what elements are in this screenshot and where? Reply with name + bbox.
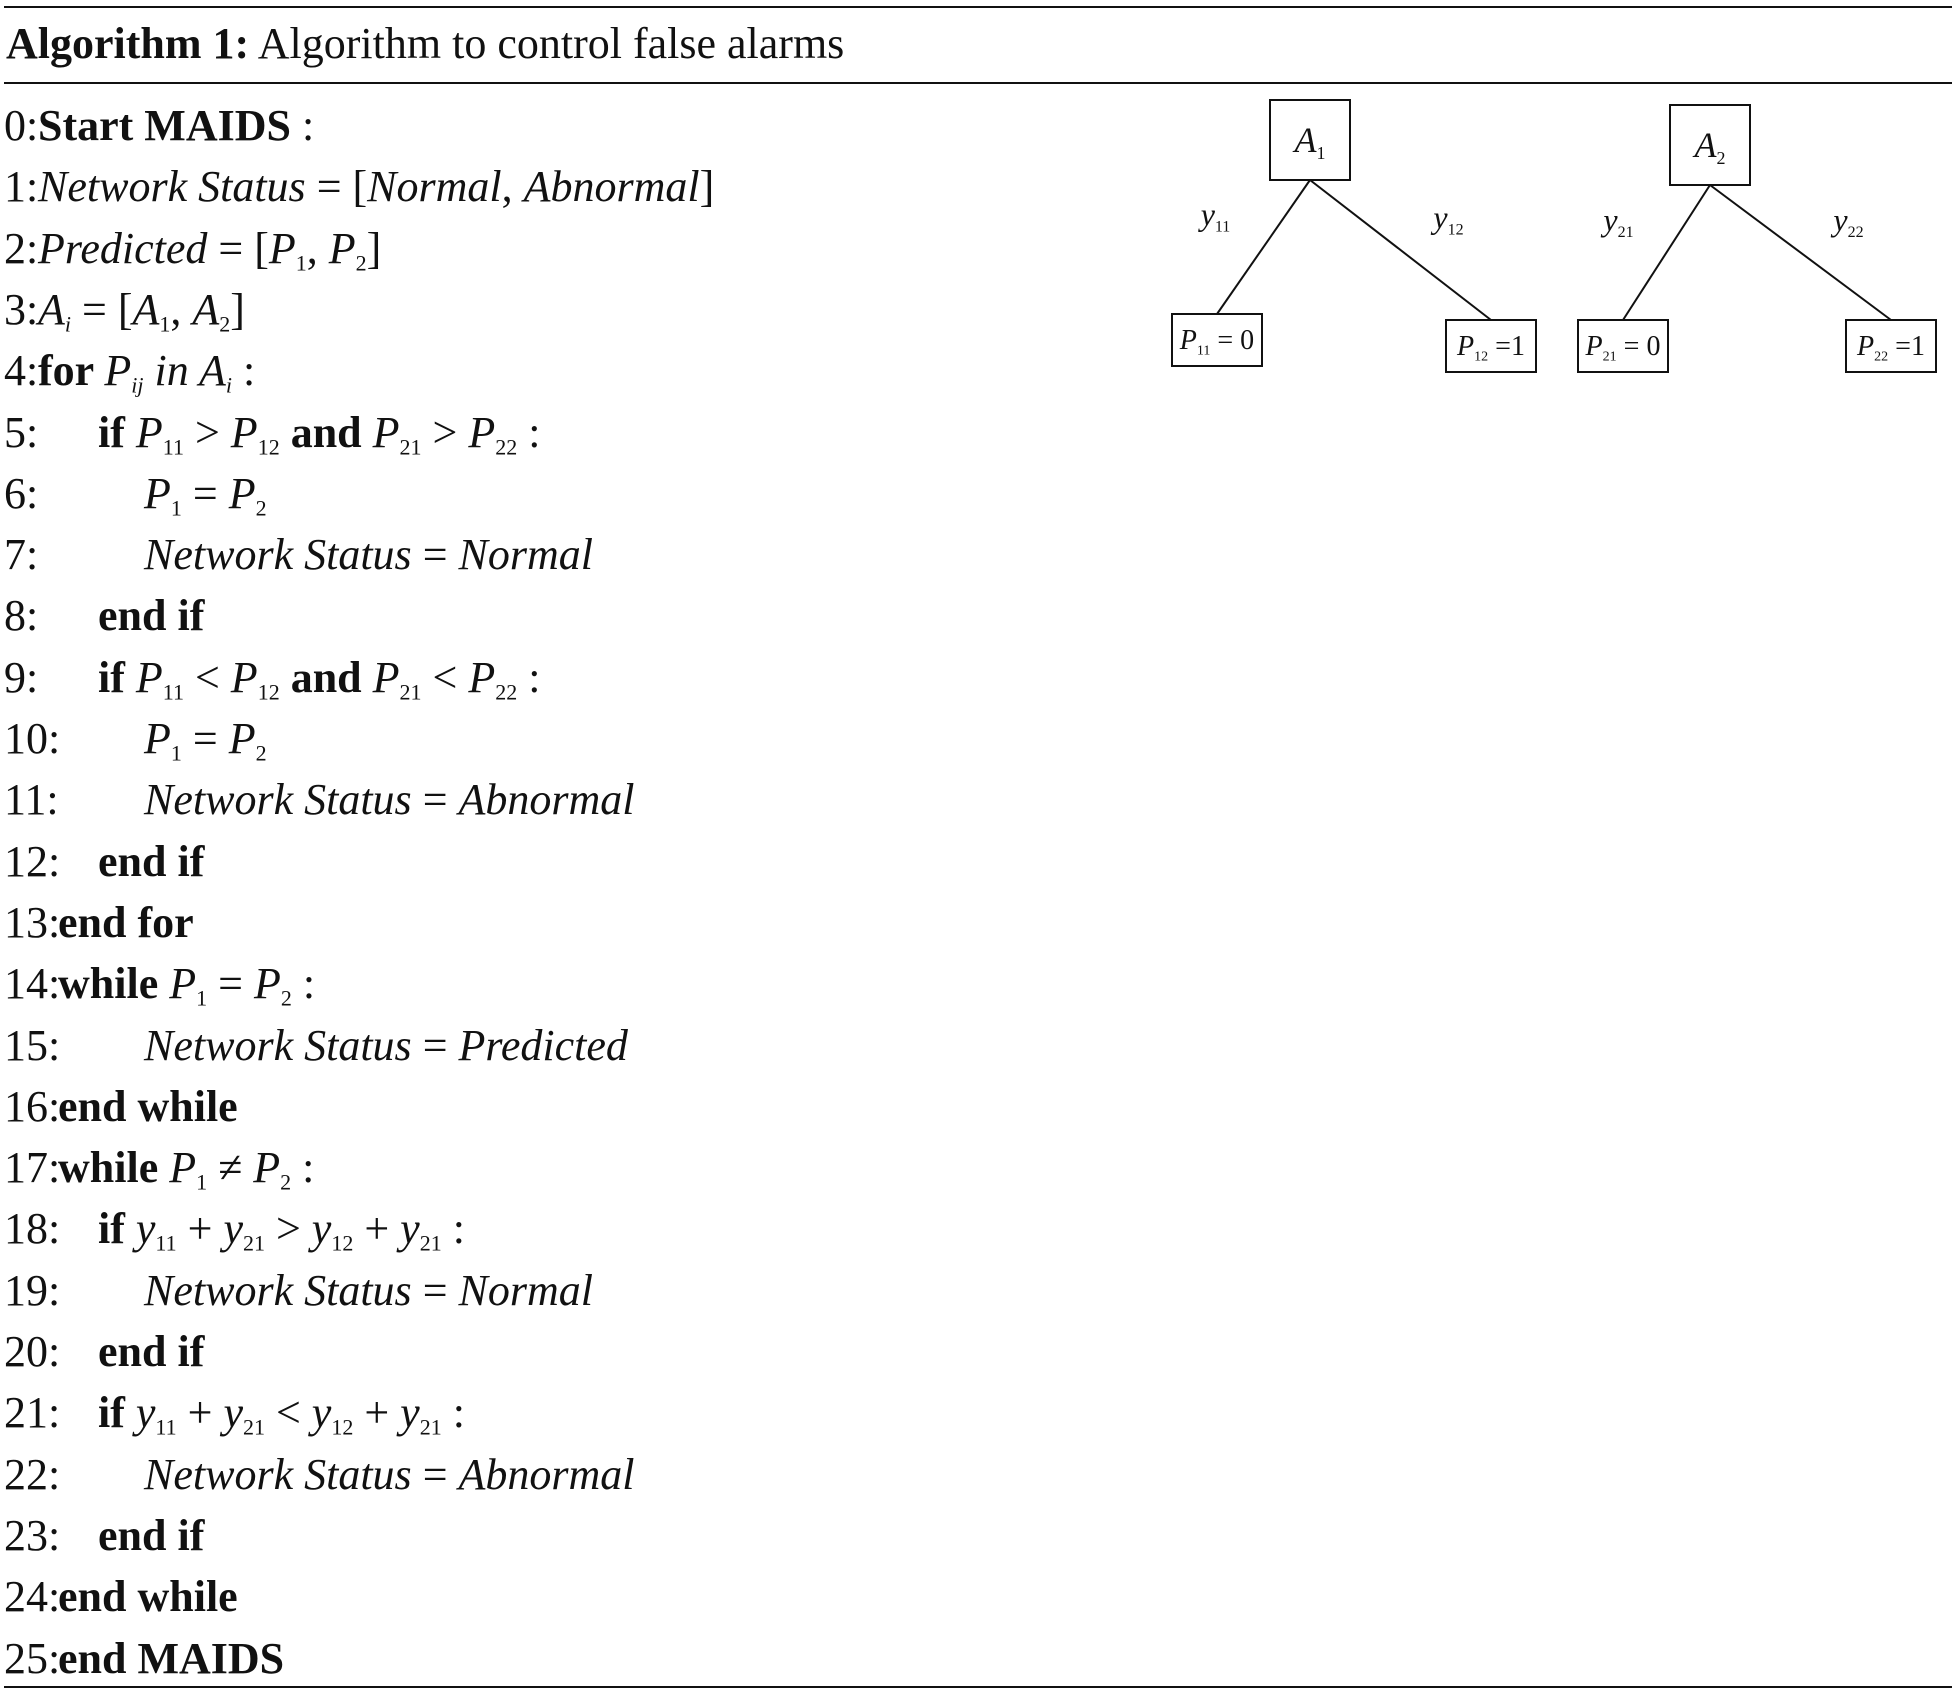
variable: $P_{12}$ [230,407,280,460]
line-number: 7: [4,530,39,580]
keyword: while [58,1143,170,1193]
line-code [38,221,381,277]
subscript: 21 [419,1231,442,1257]
operator: ] [699,162,715,212]
keyword: end while [58,1081,238,1131]
keyword: end for [58,897,194,947]
variable: $A_2$ [192,284,231,337]
operator: : [231,346,256,396]
line-number: 2: [4,223,39,273]
keyword: end MAIDS [58,1633,285,1683]
line-number: 17: [4,1143,61,1193]
line-code [144,527,593,583]
operator: : [441,1204,465,1254]
caption-rule [4,82,1952,84]
variable: Normal [458,1265,593,1315]
tree-edge-right [1310,180,1491,320]
operator: : [290,101,315,150]
line-code [38,98,314,154]
variable: $y_{21}$ [223,1204,265,1257]
variable: Network Status [144,1020,412,1070]
operator: > [264,1204,312,1254]
subscript: 1 [196,985,208,1011]
line-number: 3: [4,284,39,334]
operator: = [411,1020,459,1070]
line-number: 18: [4,1204,61,1254]
operator: = [411,1449,459,1499]
keyword: end if [98,591,205,641]
variable: $P_2$ [253,1143,292,1195]
operator: : [441,1388,465,1438]
operator: : [291,959,316,1009]
operator: + [176,1388,224,1438]
variable: $P_1$ [169,959,208,1011]
variable: Network Status [144,775,412,825]
variable: $y_{12}$ [311,1388,354,1440]
variable: Abnormal [458,1449,635,1499]
keyword: while [58,959,170,1009]
keyword: end while [58,1572,238,1622]
operator: > [183,407,231,457]
line-code [38,343,255,399]
variable: Predicted [38,223,208,273]
line-code [58,956,315,1012]
tree-edge-left [1623,185,1710,320]
subscript: 2 [255,495,267,521]
subscript: 1 [159,311,171,337]
operator: = [411,530,459,580]
keyword: if [98,652,136,702]
line-code [98,1201,465,1257]
subscript: ij [131,372,144,398]
line-code [98,1508,204,1564]
line-code [38,282,245,338]
variable: Abnormal [523,162,700,212]
variable: $P_2$ [228,714,267,766]
line-code [58,1079,238,1135]
subscript: 12 [257,679,280,705]
operator: = [ [207,223,269,273]
variable: $P_2$ [328,223,367,276]
line-number: 19: [4,1265,61,1315]
variable: $y_{12}$ [311,1204,354,1257]
line-number: 5: [4,407,39,457]
line-code [144,466,267,522]
variable: $y_{21}$ [400,1388,442,1440]
line-code [98,650,540,706]
line-code [58,1631,284,1687]
line-code [98,1324,204,1380]
subscript: 11 [155,1231,177,1257]
operator: = [ [305,162,368,212]
variable: $P_{ij}$ [104,346,144,398]
line-number: 11: [4,775,59,825]
root-node-label: $A_1$ [1294,120,1326,164]
subscript: 21 [399,679,422,705]
line-code [38,159,714,215]
line-code [144,1263,593,1319]
variable: Network Status [38,162,306,212]
line-code [144,711,267,767]
subscript: 21 [399,434,422,460]
variable: $P_{21}$ [372,652,422,705]
variable: Predicted [458,1020,628,1070]
variable: $P_{22}$ [468,652,518,705]
operator: + [353,1388,401,1438]
variable: $P_2$ [253,959,292,1011]
subscript: 21 [242,1414,265,1440]
operator: , [306,223,329,273]
operator: < [264,1388,312,1438]
edge-label: $y_{12}$ [1433,199,1464,239]
variable: Abnormal [458,775,635,825]
line-number: 4: [4,346,39,396]
line-code [58,1569,238,1625]
keyword: Start MAIDS [38,101,291,150]
keyword: if [98,1388,136,1438]
tree-edge-right [1710,185,1891,320]
algorithm-caption [6,16,844,72]
caption-title: Algorithm to control false alarms [257,19,845,68]
variable: $P_{22}$ [468,407,518,460]
subscript: 2 [280,985,292,1011]
keyword: and [279,652,373,702]
leaf-node-label: $P_{21} = 0$ [1585,331,1661,365]
bottom-rule [4,1686,1952,1688]
edge-label: $y_{21}$ [1603,201,1634,241]
line-number: 1: [4,162,39,212]
subscript: 21 [242,1231,265,1257]
variable: Normal [458,530,593,580]
variable: $P_{11}$ [135,652,184,705]
edge-label: $y_{22}$ [1833,201,1864,241]
operator: : [291,1143,315,1193]
line-code [98,588,204,644]
variable: $P_1$ [268,223,307,276]
variable: $y_{21}$ [400,1204,442,1257]
variable: $y_{21}$ [223,1388,265,1440]
subscript: 2 [355,250,367,276]
operator: = [ [71,284,133,334]
variable: Network Status [144,1265,412,1315]
subscript: 11 [155,1414,177,1440]
line-number: 0: [4,101,39,150]
variable: Network Status [144,530,412,580]
subscript: 2 [255,740,267,766]
subscript: 12 [331,1231,354,1257]
line-code [98,834,204,890]
subscript: 12 [257,434,280,460]
decision-tree-diagram [1100,90,1925,390]
subscript: 21 [419,1414,442,1440]
operator: > [421,407,469,457]
subscript: 1 [170,740,182,766]
subscript: 2 [219,311,231,337]
variable: $P_1$ [144,714,182,766]
leaf-node-label: $P_{11} = 0$ [1179,325,1255,359]
variable: Normal [367,162,502,212]
variable: $P_{11}$ [135,407,184,460]
line-number: 14: [4,959,61,1009]
line-code [58,1140,314,1196]
line-code [98,405,540,461]
operator: ] [230,284,245,334]
variable: $P_1$ [169,1143,208,1195]
keyword: for [38,346,105,396]
top-rule [4,6,1952,8]
line-number: 16: [4,1081,61,1131]
variable: $P_2$ [228,468,267,521]
variable: $A_1$ [132,284,171,337]
subscript: 22 [495,434,518,460]
line-number: 10: [4,714,61,763]
subscript: 22 [495,679,518,705]
variable: $A_i$ [198,346,232,398]
line-number: 24: [4,1572,61,1622]
subscript: 1 [196,1169,208,1195]
subscript: 11 [162,679,184,705]
line-number: 15: [4,1020,61,1070]
keyword: if [98,1204,136,1254]
operator: ] [366,223,382,273]
keyword: end if [98,1510,205,1560]
line-number: 9: [4,652,39,702]
operator: + [176,1204,224,1254]
keyword: if [98,407,136,457]
subscript: 12 [331,1414,354,1440]
variable: $A_i$ [38,284,72,337]
variable: $y_{11}$ [135,1204,177,1257]
subscript: 1 [170,495,182,521]
subscript: i [225,372,232,398]
variable: $P_1$ [144,468,182,521]
keyword: and [279,407,373,457]
root-node-label: $A_2$ [1694,125,1726,169]
line-number: 8: [4,591,39,641]
operator: < [421,652,469,702]
operator: < [183,652,231,702]
line-number: 6: [4,468,39,518]
operator: = [207,959,254,1009]
line-number: 25: [4,1633,61,1683]
leaf-node-label: $P_{12} =1$ [1457,331,1525,365]
operator: , [170,284,193,334]
leaf-node-label: $P_{22} =1$ [1857,331,1925,365]
operator: = [411,775,459,825]
line-number: 20: [4,1327,61,1376]
tree-edge-left [1217,180,1310,314]
line-number: 13: [4,897,61,947]
edge-label: $y_{11}$ [1200,196,1231,236]
keyword: end if [98,1327,205,1376]
subscript: 2 [280,1169,292,1195]
line-number: 12: [4,836,61,886]
operator: = [181,714,229,763]
variable: $y_{11}$ [135,1388,177,1440]
line-number: 21: [4,1388,61,1438]
line-code [144,1018,628,1074]
line-code [144,1447,635,1503]
keyword: end if [98,836,205,886]
operator: : [517,652,541,702]
operator: , [501,162,524,212]
caption-label: Algorithm 1: [6,19,250,68]
subscript: i [64,311,72,337]
variable: $P_{21}$ [372,407,422,460]
line-code [98,1385,465,1441]
operator: = [411,1265,459,1315]
operator: + [353,1204,401,1254]
line-code [144,772,635,828]
subscript: 1 [295,250,307,276]
line-number: 23: [4,1510,61,1560]
variable: $P_{12}$ [230,652,280,705]
line-code [58,895,194,951]
line-number: 22: [4,1449,61,1499]
variable: Network Status [144,1449,412,1499]
operator: = [181,468,229,518]
operator: ≠ [207,1143,254,1193]
operator: : [517,407,541,457]
subscript: 11 [162,434,184,460]
variable: in [143,346,199,396]
